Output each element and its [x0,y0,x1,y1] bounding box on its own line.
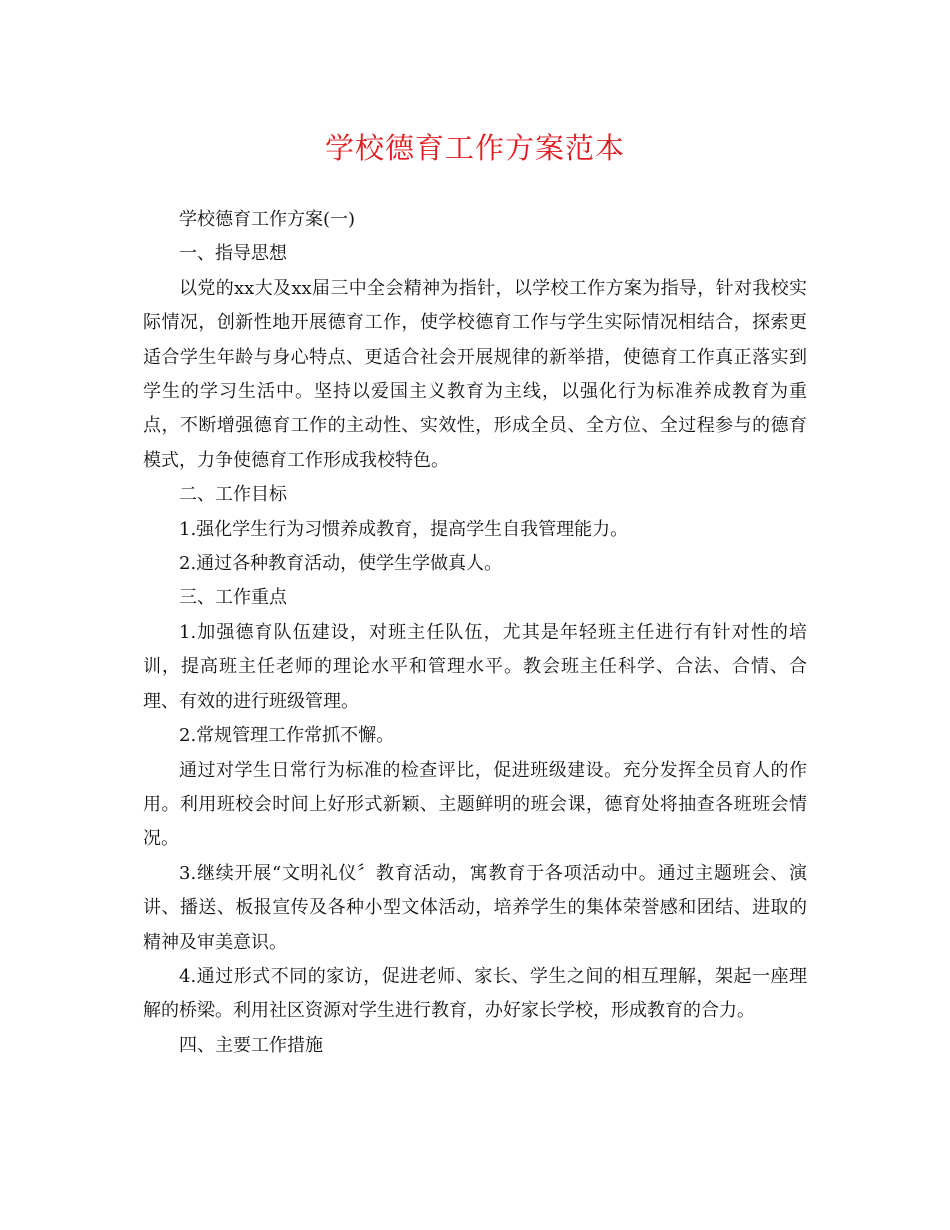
focus-item-4: 4.通过形式不同的家访，促进老师、家长、学生之间的相互理解，架起一座理解的桥梁。利用社区资源对学生进行教育，办好家长学校，形成教育的合力。 [143,965,807,1022]
heading-main-measures: 四、主要工作措施 [179,1034,323,1056]
heading-guiding-ideology: 一、指导思想 [179,243,287,265]
heading-work-goals: 二、工作目标 [179,484,287,506]
heading-work-focus: 三、工作重点 [179,587,287,609]
focus-item-2-detail: 通过对学生日常行为标准的检查评比，促进班级建设。充分发挥全员育人的作用。利用班校会时间上好形式新颖、主题鲜明的班会课，德育处将抽查各班班会情况。 [143,759,807,850]
document-title: 学校德育工作方案范本 [324,131,625,165]
focus-item-3: 3.继续开展“文明礼仪〞教育活动，寓教育于各项活动中。通过主题班会、演讲、播送、板报宣传及各种小型文体活动，培养学生的集体荣誉感和团结、进取的精神及审美意识。 [143,862,807,953]
section-heading-plan-one: 学校德育工作方案(一) [179,209,356,230]
focus-item-2: 2.常规管理工作常抓不懈。 [179,725,395,747]
document-body [143,203,807,1063]
focus-item-1: 1.加强德育队伍建设，对班主任队伍，尤其是年轻班主任进行有针对性的培训，提高班主任老师的理论水平和管理水平。教会班主任科学、合法、合情、合理、有效的进行班级管理。 [143,621,807,712]
goal-item-2: 2.通过各种教育活动，使学生学做真人。 [179,553,503,575]
goal-item-1: 1.强化学生行为习惯养成教育，提高学生自我管理能力。 [179,518,629,540]
paragraph-guiding-ideology: 以党的xx大及xx届三中全会精神为指针，以学校工作方案为指导，针对我校实际情况，创新性地开展德育工作，使学校德育工作与学生实际情况相结合，探索更适合学生年龄与身心特点、更适合社会开展规律的新举措，使德育工作真正落实到学生的学习生活中。坚持以爱国主义教育为主线，以强化行为标准养成教育为重点，不断增强德育工作的主动性、实效性，形成全员、全方位、全过程参与的德育模式，力争使德育工作形成我校特色。 [143,277,807,471]
